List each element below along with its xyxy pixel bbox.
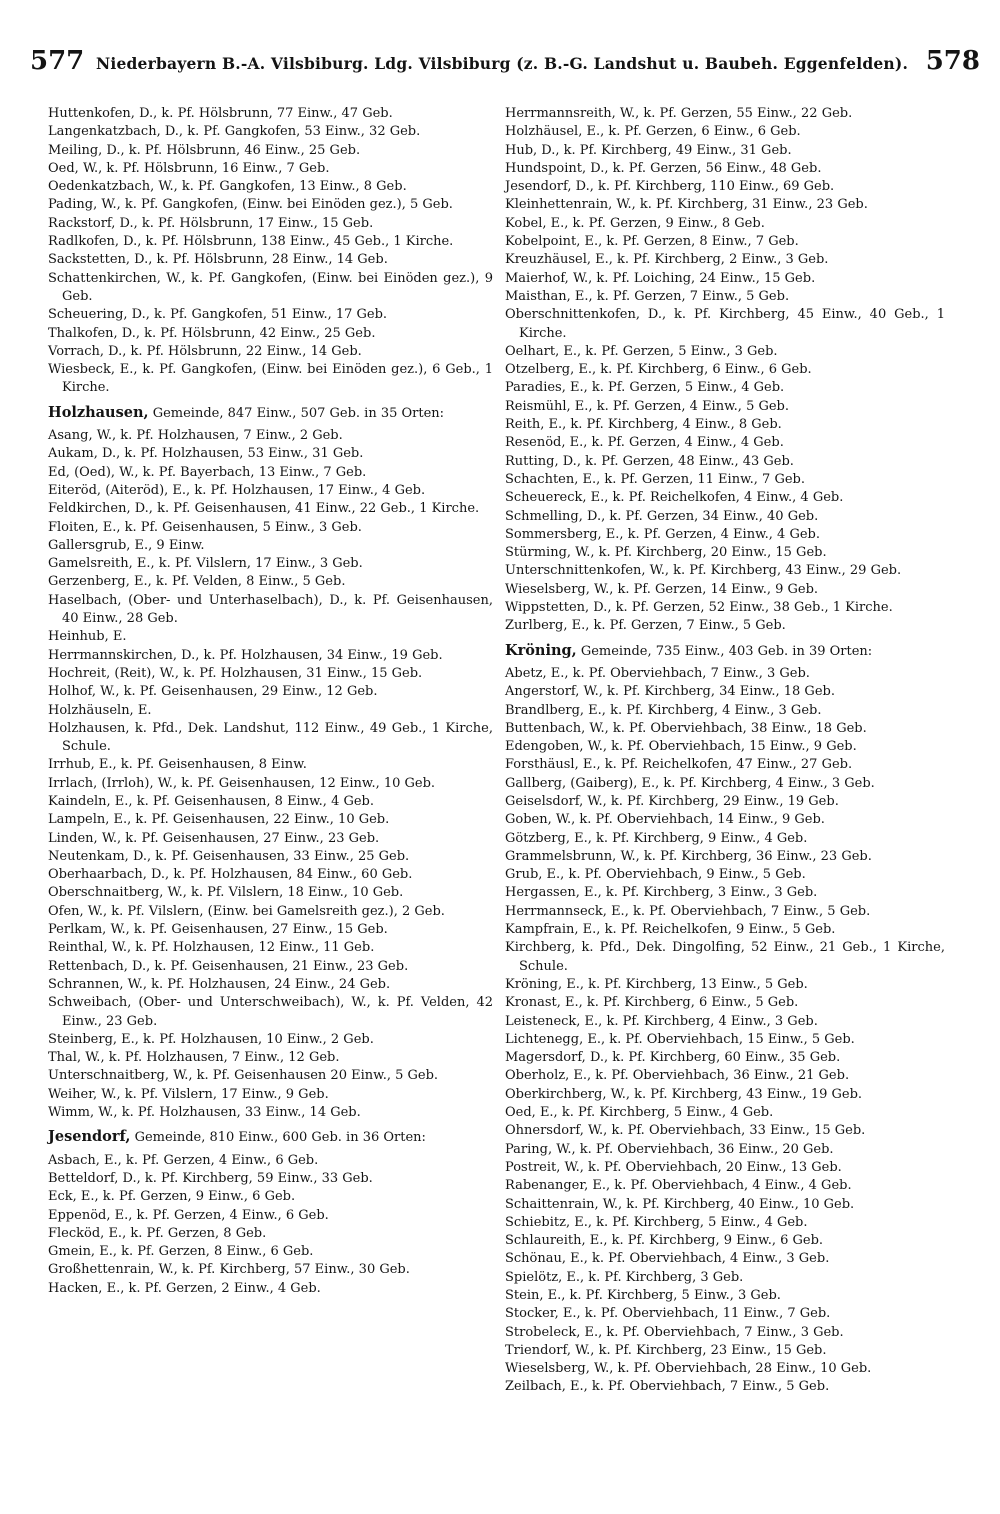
municipality-heading bbox=[48, 1128, 493, 1147]
place-entry: Wieselsberg, W., k. Pf. Oberviehbach, 28 Einw., 10 Geb. bbox=[505, 1361, 872, 1377]
place-entry: Grub, E., k. Pf. Oberviehbach, 9 Einw., 5 Geb. bbox=[505, 867, 806, 883]
place-entry: Wippstetten, D., k. Pf. Gerzen, 52 Einw., 38 Geb., 1 Kirche. bbox=[505, 600, 893, 616]
place-entry: Kronast, E., k. Pf. Kirchberg, 6 Einw., 5 Geb. bbox=[505, 995, 799, 1011]
place-entry: Gmein, E., k. Pf. Gerzen, 8 Einw., 6 Geb. bbox=[48, 1244, 314, 1260]
place-entry: Thal, W., k. Pf. Holzhausen, 7 Einw., 12 Geb. bbox=[48, 1050, 340, 1066]
municipality-name: Holzhausen, bbox=[48, 403, 149, 421]
place-entry: Oberschnittenkofen, D., k. Pf. Kirchberg, 45 Einw., 40 Geb., 1 Kirche. bbox=[505, 307, 945, 341]
place-entry: Geiselsdorf, W., k. Pf. Kirchberg, 29 Einw., 19 Geb. bbox=[505, 793, 839, 809]
place-entry: Goben, W., k. Pf. Oberviehbach, 14 Einw., 9 Geb. bbox=[505, 812, 825, 828]
place-entry: Reinthal, W., k. Pf. Holzhausen, 12 Einw., 11 Geb. bbox=[48, 940, 375, 956]
place-entry: Holhof, W., k. Pf. Geisenhausen, 29 Einw., 12 Geb. bbox=[48, 684, 378, 700]
place-entry: Postreit, W., k. Pf. Oberviehbach, 20 Einw., 13 Geb. bbox=[505, 1159, 842, 1175]
place-entry: Schaittenrain, W., k. Pf. Kirchberg, 40 Einw., 10 Geb. bbox=[505, 1196, 855, 1212]
place-entry: Asbach, E., k. Pf. Gerzen, 4 Einw., 6 Geb. bbox=[48, 1152, 319, 1168]
place-entry: Strobeleck, E., k. Pf. Oberviehbach, 7 Einw., 3 Geb. bbox=[505, 1324, 844, 1340]
place-entry: Kampfrain, E., k. Pf. Reichelkofen, 9 Einw., 5 Geb. bbox=[505, 922, 836, 938]
place-entry: Schlaureith, E., k. Pf. Kirchberg, 9 Einw., 6 Geb. bbox=[505, 1233, 824, 1249]
place-entry: Leisteneck, E., k. Pf. Kirchberg, 4 Einw., 3 Geb. bbox=[505, 1013, 818, 1029]
place-entry: Otzelberg, E., k. Pf. Kirchberg, 6 Einw., 6 Geb. bbox=[505, 362, 812, 378]
place-entry: Eiteröd, (Aiteröd), E., k. Pf. Holzhausen, 17 Einw., 4 Geb. bbox=[48, 482, 426, 498]
place-entry: Stein, E., k. Pf. Kirchberg, 5 Einw., 3 Geb. bbox=[505, 1288, 781, 1303]
place-entry: Edengoben, W., k. Pf. Oberviehbach, 15 Einw., 9 Geb. bbox=[505, 739, 857, 755]
place-entry: Scheuereck, E., k. Pf. Reichelkofen, 4 Einw., 4 Geb. bbox=[505, 490, 844, 506]
place-entry: Wimm, W., k. Pf. Holzhausen, 33 Einw., 14 Geb. bbox=[48, 1105, 361, 1121]
municipality-name: Jesendorf, bbox=[48, 1128, 131, 1146]
page-header bbox=[30, 46, 980, 86]
place-entry: Gerzenberg, E., k. Pf. Velden, 8 Einw., 5 Geb. bbox=[48, 574, 346, 590]
place-entry: Holzhäusel, E., k. Pf. Gerzen, 6 Einw., 6 Geb. bbox=[505, 124, 801, 140]
place-entry: Kaindeln, E., k. Pf. Geisenhausen, 8 Einw., 4 Geb. bbox=[48, 793, 375, 809]
place-entry: Gallberg, (Gaiberg), E., k. Pf. Kirchberg, 4 Einw., 3 Geb. bbox=[505, 775, 875, 791]
place-entry: Oberhaarbach, D., k. Pf. Holzhausen, 84 Einw., 60 Geb. bbox=[48, 867, 413, 883]
place-entry: Flecköd, E., k. Pf. Gerzen, 8 Geb. bbox=[48, 1225, 267, 1241]
municipality-name: Kröning, bbox=[505, 641, 577, 659]
place-entry: Steinberg, E., k. Pf. Holzhausen, 10 Einw., 2 Geb. bbox=[48, 1031, 374, 1047]
place-entry: Zurlberg, E., k. Pf. Gerzen, 7 Einw., 5 Geb. bbox=[505, 618, 786, 634]
place-entry: Reith, E., k. Pf. Kirchberg, 4 Einw., 8 Geb. bbox=[505, 417, 782, 433]
place-entry: Lampeln, E., k. Pf. Geisenhausen, 22 Einw., 10 Geb. bbox=[48, 812, 390, 828]
place-entry: Floiten, E., k. Pf. Geisenhausen, 5 Einw., 3 Geb. bbox=[48, 519, 362, 535]
municipality-summary: Gemeinde, 735 Einw., 403 Geb. in 39 Orten: bbox=[576, 643, 873, 659]
place-entry: Holzhäuseln, E. bbox=[48, 702, 152, 718]
place-entry: Feldkirchen, D., k. Pf. Geisenhausen, 41 Einw., 22 Geb., 1 Kirche. bbox=[48, 501, 480, 517]
place-entry: Schönau, E., k. Pf. Oberviehbach, 4 Einw., 3 Geb. bbox=[505, 1251, 830, 1267]
place-entry: Spielötz, E., k. Pf. Kirchberg, 3 Geb. bbox=[505, 1269, 744, 1285]
place-entry: Radlkofen, D., k. Pf. Hölsbrunn, 138 Einw., 45 Geb., 1 Kirche. bbox=[48, 234, 454, 250]
place-entry: Zeilbach, E., k. Pf. Oberviehbach, 7 Einw., 5 Geb. bbox=[505, 1379, 830, 1395]
place-entry: Maierhof, W., k. Pf. Loiching, 24 Einw., 15 Geb. bbox=[505, 270, 816, 286]
place-entry: Rackstorf, D., k. Pf. Hölsbrunn, 17 Einw., 15 Geb. bbox=[48, 215, 374, 231]
place-entry: Brandlberg, E., k. Pf. Kirchberg, 4 Einw., 3 Geb. bbox=[505, 702, 822, 718]
municipality-summary: Gemeinde, 847 Einw., 507 Geb. in 35 Orten: bbox=[148, 405, 445, 421]
place-entry: Triendorf, W., k. Pf. Kirchberg, 23 Einw., 15 Geb. bbox=[505, 1342, 827, 1358]
place-entry: Kleinhettenrain, W., k. Pf. Kirchberg, 31 Einw., 23 Geb. bbox=[505, 197, 868, 213]
place-entry: Heinhub, E. bbox=[48, 629, 127, 645]
place-entry: Herrmannskirchen, D., k. Pf. Holzhausen, 34 Einw., 19 Geb. bbox=[48, 647, 443, 663]
place-entry: Reismühl, E., k. Pf. Gerzen, 4 Einw., 5 Geb. bbox=[505, 398, 790, 414]
place-entry: Magersdorf, D., k. Pf. Kirchberg, 60 Einw., 35 Geb. bbox=[505, 1050, 841, 1066]
place-entry: Rettenbach, D., k. Pf. Geisenhausen, 21 Einw., 23 Geb. bbox=[48, 958, 409, 974]
place-entry: Aukam, D., k. Pf. Holzhausen, 53 Einw., 31 Geb. bbox=[48, 446, 364, 462]
place-entry: Kröning, E., k. Pf. Kirchberg, 13 Einw., 5 Geb. bbox=[505, 976, 808, 992]
place-entry: Oedenkatzbach, W., k. Pf. Gangkofen, 13 Einw., 8 Geb. bbox=[48, 179, 407, 195]
place-entry: Wiesbeck, E., k. Pf. Gangkofen, (Einw. bei Einöden gez.), 6 Geb., 1 Kirche. bbox=[48, 362, 493, 396]
place-entry: Schmelling, D., k. Pf. Gerzen, 34 Einw., 40 Geb. bbox=[505, 508, 819, 524]
place-entry: Angerstorf, W., k. Pf. Kirchberg, 34 Einw., 18 Geb. bbox=[505, 684, 835, 700]
place-entry: Hundspoint, D., k. Pf. Gerzen, 56 Einw., 48 Geb. bbox=[505, 160, 822, 176]
place-entry: Kreuzhäusel, E., k. Pf. Kirchberg, 2 Einw., 3 Geb. bbox=[505, 252, 829, 268]
place-entry: Stocker, E., k. Pf. Oberviehbach, 11 Einw., 7 Geb. bbox=[505, 1306, 831, 1322]
place-entry: Hochreit, (Reit), W., k. Pf. Holzhausen, 31 Einw., 15 Geb. bbox=[48, 665, 423, 681]
place-entry: Neutenkam, D., k. Pf. Geisenhausen, 33 Einw., 25 Geb. bbox=[48, 848, 410, 864]
place-entry: Maisthan, E., k. Pf. Gerzen, 7 Einw., 5 Geb. bbox=[505, 288, 790, 304]
place-entry: Schiebitz, E., k. Pf. Kirchberg, 5 Einw., 4 Geb. bbox=[505, 1214, 808, 1230]
place-entry: Paring, W., k. Pf. Oberviehbach, 36 Einw., 20 Geb. bbox=[505, 1141, 834, 1157]
place-entry: Schrannen, W., k. Pf. Holzhausen, 24 Einw., 24 Geb. bbox=[48, 976, 391, 992]
place-entry: Sommersberg, E., k. Pf. Gerzen, 4 Einw., 4 Geb. bbox=[505, 526, 820, 542]
place-entry: Irrlach, (Irrloh), W., k. Pf. Geisenhausen, 12 Einw., 10 Geb. bbox=[48, 775, 436, 791]
place-entry: Vorrach, D., k. Pf. Hölsbrunn, 22 Einw., 14 Geb. bbox=[48, 343, 362, 359]
place-entry: Großhettenrain, W., k. Pf. Kirchberg, 57 Einw., 30 Geb. bbox=[48, 1262, 410, 1278]
place-entry: Kirchberg, k. Pfd., Dek. Dingolfing, 52 Einw., 21 Geb., 1 Kirche, Schule. bbox=[505, 940, 945, 974]
place-entry: Hacken, E., k. Pf. Gerzen, 2 Einw., 4 Geb. bbox=[48, 1280, 321, 1296]
place-entry: Götzberg, E., k. Pf. Kirchberg, 9 Einw., 4 Geb. bbox=[505, 830, 808, 846]
place-entry: Schachten, E., k. Pf. Gerzen, 11 Einw., 7 Geb. bbox=[505, 471, 805, 487]
page-number-left: 577 bbox=[30, 46, 85, 76]
place-entry: Schattenkirchen, W., k. Pf. Gangkofen, (Einw. bei Einöden gez.), 9 Geb. bbox=[48, 270, 493, 304]
place-entry: Lichtenegg, E., k. Pf. Oberviehbach, 15 Einw., 5 Geb. bbox=[505, 1031, 855, 1047]
place-entry: Jesendorf, D., k. Pf. Kirchberg, 110 Einw., 69 Geb. bbox=[505, 179, 835, 195]
place-entry: Grammelsbrunn, W., k. Pf. Kirchberg, 36 Einw., 23 Geb. bbox=[505, 848, 872, 864]
place-entry: Abetz, E., k. Pf. Oberviehbach, 7 Einw., 3 Geb. bbox=[505, 665, 810, 681]
place-entry: Pading, W., k. Pf. Gangkofen, (Einw. bei Einöden gez.), 5 Geb. bbox=[48, 197, 453, 213]
place-entry: Weiher, W., k. Pf. Vilslern, 17 Einw., 9 Geb. bbox=[48, 1086, 329, 1102]
place-entry: Resenöd, E., k. Pf. Gerzen, 4 Einw., 4 Geb. bbox=[505, 435, 784, 451]
place-entry: Thalkofen, D., k. Pf. Hölsbrunn, 42 Einw., 25 Geb. bbox=[48, 325, 376, 341]
place-entry: Huttenkofen, D., k. Pf. Hölsbrunn, 77 Einw., 47 Geb. bbox=[48, 106, 393, 121]
place-entry: Perlkam, W., k. Pf. Geisenhausen, 27 Einw., 15 Geb. bbox=[48, 922, 388, 938]
place-entry: Gamelsreith, E., k. Pf. Vilslern, 17 Einw., 3 Geb. bbox=[48, 556, 363, 572]
place-entry: Rabenanger, E., k. Pf. Oberviehbach, 4 Einw., 4 Geb. bbox=[505, 1178, 852, 1194]
place-entry: Kobel, E., k. Pf. Gerzen, 9 Einw., 8 Geb. bbox=[505, 215, 765, 231]
municipality-heading bbox=[505, 642, 945, 661]
municipality-summary: Gemeinde, 810 Einw., 600 Geb. in 36 Orten: bbox=[130, 1130, 426, 1146]
place-entry: Oberschnaitberg, W., k. Pf. Vilslern, 18 Einw., 10 Geb. bbox=[48, 885, 404, 901]
place-entry: Holzhausen, k. Pfd., Dek. Landshut, 112 Einw., 49 Geb., 1 Kirche, Schule. bbox=[48, 720, 493, 755]
right-column bbox=[505, 105, 945, 1397]
place-entry: Kobelpoint, E., k. Pf. Gerzen, 8 Einw., 7 Geb. bbox=[505, 234, 799, 250]
place-entry: Haselbach, (Ober- und Unterhaselbach), D., k. Pf. Geisenhausen, 40 Einw., 28 Geb. bbox=[48, 592, 493, 627]
place-entry: Gallersgrub, E., 9 Einw. bbox=[48, 537, 205, 553]
place-entry: Langenkatzbach, D., k. Pf. Gangkofen, 53 Einw., 32 Geb. bbox=[48, 124, 421, 140]
place-entry: Hergassen, E., k. Pf. Kirchberg, 3 Einw., 3 Geb. bbox=[505, 885, 818, 901]
left-column bbox=[48, 105, 493, 1298]
place-entry: Unterschnittenkofen, W., k. Pf. Kirchberg, 43 Einw., 29 Geb. bbox=[505, 563, 902, 579]
place-entry: Paradies, E., k. Pf. Gerzen, 5 Einw., 4 Geb. bbox=[505, 380, 785, 396]
place-entry: Ed, (Oed), W., k. Pf. Bayerbach, 13 Einw., 7 Geb. bbox=[48, 464, 367, 480]
place-entry: Betteldorf, D., k. Pf. Kirchberg, 59 Einw., 33 Geb. bbox=[48, 1170, 373, 1186]
place-entry: Oelhart, E., k. Pf. Gerzen, 5 Einw., 3 Geb. bbox=[505, 343, 778, 359]
place-entry: Meiling, D., k. Pf. Hölsbrunn, 46 Einw., 25 Geb. bbox=[48, 142, 361, 158]
place-entry: Schweibach, (Ober- und Unterschweibach), W., k. Pf. Velden, 42 Einw., 23 Geb. bbox=[48, 995, 493, 1029]
place-entry: Hub, D., k. Pf. Kirchberg, 49 Einw., 31 Geb. bbox=[505, 142, 792, 158]
place-entry: Oberkirchberg, W., k. Pf. Kirchberg, 43 Einw., 19 Geb. bbox=[505, 1086, 863, 1102]
place-entry: Buttenbach, W., k. Pf. Oberviehbach, 38 Einw., 18 Geb. bbox=[505, 720, 867, 736]
place-entry: Rutting, D., k. Pf. Gerzen, 48 Einw., 43 Geb. bbox=[505, 453, 794, 469]
place-entry: Unterschnaitberg, W., k. Pf. Geisenhausen 20 Einw., 5 Geb. bbox=[48, 1068, 439, 1084]
place-entry: Scheuering, D., k. Pf. Gangkofen, 51 Einw., 17 Geb. bbox=[48, 307, 388, 323]
place-entry: Asang, W., k. Pf. Holzhausen, 7 Einw., 2 Geb. bbox=[48, 428, 343, 444]
place-entry: Herrmannseck, E., k. Pf. Oberviehbach, 7 Einw., 5 Geb. bbox=[505, 903, 871, 919]
place-entry: Linden, W., k. Pf. Geisenhausen, 27 Einw., 23 Geb. bbox=[48, 830, 380, 846]
place-entry: Herrmannsreith, W., k. Pf. Gerzen, 55 Einw., 22 Geb. bbox=[505, 106, 853, 121]
place-entry: Irrhub, E., k. Pf. Geisenhausen, 8 Einw. bbox=[48, 757, 307, 773]
municipality-heading bbox=[48, 404, 493, 423]
place-entry: Sackstetten, D., k. Pf. Hölsbrunn, 28 Einw., 14 Geb. bbox=[48, 252, 388, 268]
place-entry: Oed, E., k. Pf. Kirchberg, 5 Einw., 4 Geb. bbox=[505, 1105, 774, 1121]
place-entry: Oberholz, E., k. Pf. Oberviehbach, 36 Einw., 21 Geb. bbox=[505, 1068, 850, 1084]
place-entry: Ofen, W., k. Pf. Vilslern, (Einw. bei Gamelsreith gez.), 2 Geb. bbox=[48, 903, 445, 919]
running-title: Niederbayern B.-A. Vilsbiburg. Ldg. Vilsbiburg (z. B.-G. Landshut u. Baubeh. Eggenfelden). bbox=[96, 54, 909, 73]
place-entry: Oed, W., k. Pf. Hölsbrunn, 16 Einw., 7 Geb. bbox=[48, 160, 330, 176]
place-entry: Stürming, W., k. Pf. Kirchberg, 20 Einw., 15 Geb. bbox=[505, 545, 827, 561]
place-entry: Ohnersdorf, W., k. Pf. Oberviehbach, 33 Einw., 15 Geb. bbox=[505, 1123, 866, 1139]
place-entry: Wieselsberg, W., k. Pf. Gerzen, 14 Einw., 9 Geb. bbox=[505, 581, 819, 597]
place-entry: Eppenöd, E., k. Pf. Gerzen, 4 Einw., 6 Geb. bbox=[48, 1207, 329, 1223]
page-number-right: 578 bbox=[925, 46, 980, 76]
place-entry: Forsthäusl, E., k. Pf. Reichelkofen, 47 Einw., 27 Geb. bbox=[505, 757, 853, 773]
place-entry: Eck, E., k. Pf. Gerzen, 9 Einw., 6 Geb. bbox=[48, 1189, 296, 1205]
